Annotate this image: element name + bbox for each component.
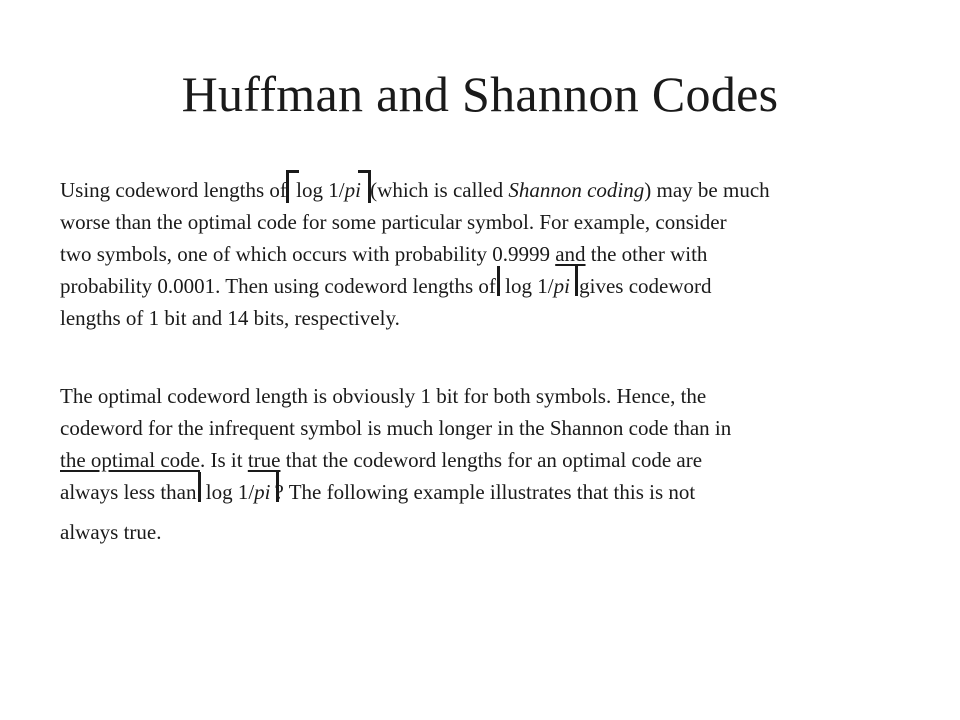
text-run: ) may be much	[644, 178, 770, 202]
text-run: (which is called	[364, 178, 509, 202]
log-formula	[501, 270, 574, 302]
text-line	[60, 476, 920, 508]
text-run: that the codeword lengths for an optimal code are	[280, 448, 703, 472]
text-line	[60, 174, 920, 206]
text-run: it	[225, 448, 248, 472]
text-run: two symbols, one of which occurs with probability	[60, 242, 493, 266]
formula-variable: pi	[344, 178, 361, 202]
underlined-text: true	[247, 448, 281, 472]
formula-variable: pi	[553, 274, 570, 298]
text-line: always true.	[60, 520, 162, 544]
underlined-text: the optimal code	[60, 448, 200, 472]
text-line: lengths of 1 bit and 14 bits, respectively.	[60, 306, 400, 330]
text-run: gives codeword	[573, 274, 712, 298]
text-line	[60, 270, 920, 302]
text-run: . Is	[199, 448, 226, 472]
text-run: Using codeword lengths of	[60, 178, 293, 202]
ceiling-log-formula	[292, 174, 365, 206]
formula-variable: pi	[254, 480, 271, 504]
text-run: the other with	[585, 242, 708, 266]
text-line: codeword for the infrequent symbol is much longer in the Shannon code than in	[60, 416, 732, 440]
text-line: The optimal codeword length is obviously 1 bit for both symbols. Hence, the	[60, 384, 707, 408]
text-run: probability 0.0001. Then using codeword lengths of	[60, 274, 502, 298]
paragraph-shannon-coding	[60, 174, 920, 334]
shannon-coding-term: Shannon coding	[508, 178, 645, 202]
text-line: worse than the optimal code for some particular symbol. For example, consider	[60, 210, 727, 234]
text-run: always less than	[60, 480, 202, 504]
text-run: 0.9999	[492, 242, 550, 266]
paragraph-optimal-length	[60, 380, 920, 548]
formula-text: log 1/	[205, 480, 255, 504]
underlined-text: and	[555, 242, 586, 266]
formula-text: log 1/	[296, 178, 345, 202]
text-run: ? The following example illustrates that this is not	[274, 480, 696, 504]
text-line	[60, 444, 920, 476]
slide-title: Huffman and Shannon Codes	[181, 66, 779, 122]
log-formula	[202, 476, 275, 508]
formula-text: log 1/	[505, 274, 554, 298]
text-line	[60, 238, 920, 270]
